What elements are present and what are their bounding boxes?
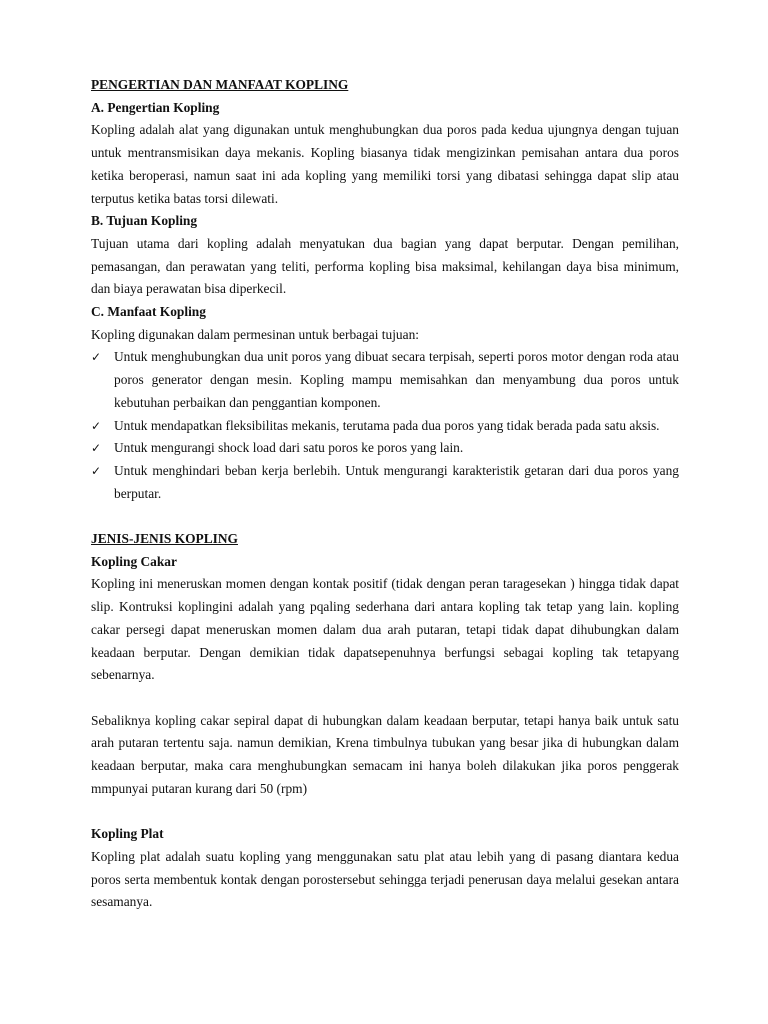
- list-item-text: Untuk mengurangi shock load dari satu poros ke poros yang lain.: [114, 440, 464, 456]
- list-item-text: Untuk menghubungkan dua unit poros yang dibuat secara terpisah, seperti poros motor dengan roda atau poros generator dengan mesin. Kopling mampu memisahkan dan menyambung dua poros untuk kebutuhan perbaikan dan penggantian komponen.: [114, 349, 679, 410]
- list-item: [91, 437, 679, 460]
- section-a-heading: A. Pengertian Kopling: [91, 99, 220, 115]
- kopling-plat-para1: Kopling plat adalah suatu kopling yang menggunakan satu plat atau lebih yang di pasang diantara kedua poros serta membentuk kontak dengan porostersebut sehingga terjadi penerusan daya melalui gesekan antara sesamanya.: [91, 848, 679, 910]
- kopling-plat-heading: Kopling Plat: [91, 826, 164, 842]
- list-item: [91, 415, 679, 438]
- document-title: PENGERTIAN DAN MANFAAT KOPLING: [91, 77, 349, 92]
- spacer: [91, 800, 679, 823]
- section-a-body: Kopling adalah alat yang digunakan untuk menghubungkan dua poros pada kedua ujungnya dengan tujuan untuk mentransmisikan daya mekanis. Kopling biasanya tidak mengizinkan pemisahan antara dua poros ketika beroperasi, namun saat ini ada kopling yang memiliki torsi yang dibatasi sehingga dapat slip atau terputus ketika batas torsi dilewati.: [91, 122, 679, 206]
- kopling-cakar-para1: Kopling ini meneruskan momen dengan kontak positif (tidak dengan peran taragesekan ) hingga tidak dapat slip. Kontruksi koplingini adalah yang pqaling sederhana dari antara kopling tak tetap yang lain. kopling cakar persegi dapat meneruskan momen dalam dua arah putaran, tetapi tidak dapat dihubungkan dalam keadaan berputar. Dengan demikian tidak dapatsepenuhnya berfungsi sebagai kopling tak tetapyang sebenarnya.: [91, 576, 679, 683]
- spacer: [91, 687, 679, 710]
- check-icon: ✓: [91, 418, 102, 433]
- check-icon: ✓: [91, 350, 102, 365]
- spacer: [91, 505, 679, 528]
- section-b-body: Tujuan utama dari kopling adalah menyatukan dua bagian yang dapat berputar. Dengan pemilihan, pemasangan, dan perawatan yang teliti, performa kopling bisa maksimal, kehilangan daya bisa minimum, dan biaya perawatan bisa diperkecil.: [91, 235, 679, 297]
- kopling-cakar-heading: Kopling Cakar: [91, 553, 177, 569]
- list-item: [91, 346, 679, 414]
- list-item-text: Untuk menghindari beban kerja berlebih. Untuk mengurangi karakteristik getaran dari dua poros yang berputar.: [114, 462, 679, 501]
- check-icon: ✓: [91, 463, 102, 478]
- kopling-cakar-para2: Sebaliknya kopling cakar sepiral dapat di hubungkan dalam keadaan berputar, tetapi hanya baik untuk satu arah putaran tertentu saja. namun demikian, Krena timbulnya tubukan yang besar jika di hubungkan dalam keadaan berputar, maka cara menghubungkan semacam ini hanya boleh dilakukan jika poros penggerak mmpunyai putaran kurang dari 50 (rpm): [91, 712, 679, 796]
- list-item: [91, 460, 679, 505]
- section-c-intro: Kopling digunakan dalam permesinan untuk berbagai tujuan:: [91, 326, 419, 342]
- list-item-text: Untuk mendapatkan fleksibilitas mekanis, terutama pada dua poros yang tidak berada pada satu aksis.: [114, 417, 660, 433]
- document-page: [91, 74, 679, 914]
- benefit-list: [91, 346, 679, 505]
- section-b-heading: B. Tujuan Kopling: [91, 213, 198, 229]
- check-icon: ✓: [91, 441, 102, 456]
- jenis-heading: JENIS-JENIS KOPLING: [91, 531, 238, 547]
- section-c-heading: C. Manfaat Kopling: [91, 304, 206, 320]
